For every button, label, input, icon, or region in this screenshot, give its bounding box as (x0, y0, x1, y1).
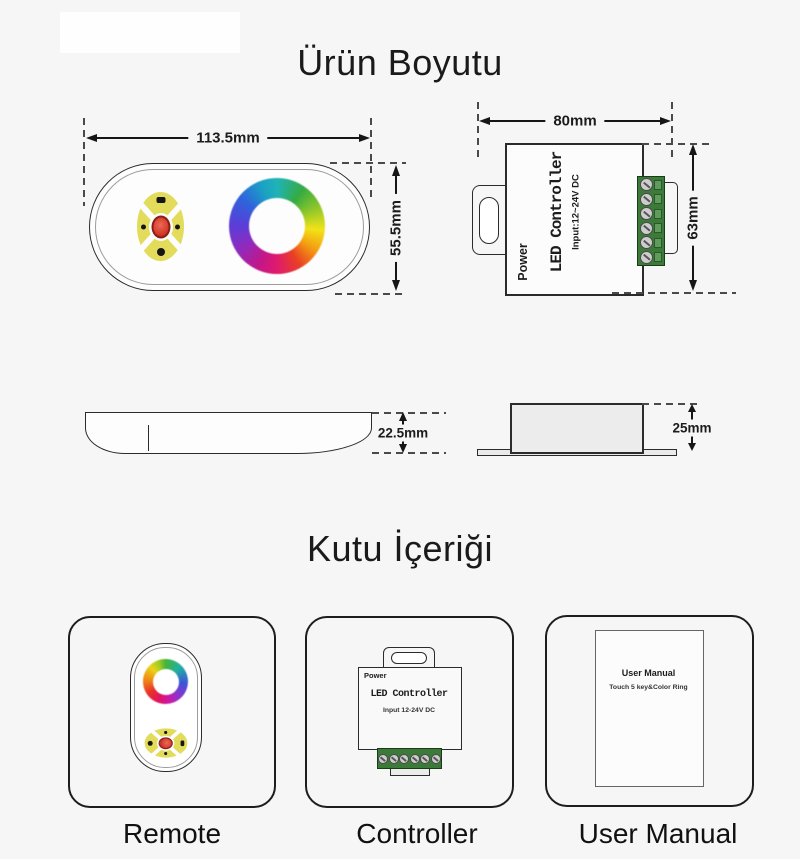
dim-guide-line (83, 118, 85, 206)
remote-width-label: 113.5mm (188, 129, 267, 148)
color-ring (143, 659, 188, 704)
controller-label: Controller (356, 818, 478, 849)
arrow-down-icon (399, 444, 407, 453)
screw-icon (431, 754, 441, 764)
screw-icon (640, 236, 653, 249)
screw-icon (410, 754, 420, 764)
dim-guide-line (335, 293, 407, 295)
dpad-left-icon (141, 224, 146, 229)
dim-guide-line (370, 118, 372, 202)
controller-power-label: Power (516, 243, 530, 281)
mounting-hole (479, 197, 499, 244)
controller-mini-input-label: Input 12-24V DC (382, 707, 436, 714)
controller-height-label: 63mm (684, 190, 703, 245)
arrow-left-icon (86, 134, 97, 142)
manual-paper (595, 630, 704, 787)
dim-guide-line (330, 162, 406, 164)
screw-icon (399, 754, 409, 764)
dpad-center-button (159, 737, 173, 749)
arrow-left-icon (479, 117, 490, 125)
screw-icon (640, 222, 653, 235)
dim-guide-line (477, 102, 479, 160)
mounting-hole (391, 652, 427, 664)
arrow-right-icon (660, 117, 671, 125)
controller-mini-power-label: Power (364, 671, 387, 680)
remote-side-hull (85, 424, 372, 454)
dpad-center-button (151, 215, 170, 238)
arrow-down-icon (688, 443, 696, 451)
remote-thickness-label: 22.5mm (374, 424, 432, 441)
remote-height-dimension (389, 165, 403, 291)
color-ring (229, 178, 325, 274)
remote-width-dimension (86, 131, 370, 145)
arrow-up-icon (689, 144, 697, 155)
controller-side-body (510, 403, 644, 454)
remote-thickness-dimension (377, 412, 429, 453)
controller-thickness-label: 25mm (668, 419, 715, 436)
arrow-down-icon (689, 280, 697, 291)
dpad (145, 728, 188, 757)
controller-width-label: 80mm (545, 112, 604, 131)
screw-icon (378, 754, 388, 764)
controller-name-label: LED Controller (548, 151, 566, 273)
controller-width-dimension (479, 114, 671, 128)
controller-height-dimension (686, 144, 700, 291)
arrow-up-icon (688, 404, 696, 412)
remote-label: Remote (122, 818, 222, 849)
dpad-right-icon (175, 224, 180, 229)
dim-guide-line (671, 102, 673, 160)
screw-icon (640, 193, 653, 206)
controller-input-label: Input:12~24V DC (570, 174, 582, 250)
remote-side-seam (148, 425, 149, 451)
screw-icon (389, 754, 399, 764)
manual-paper-title: User Manual (621, 668, 676, 678)
controller-mini-name-label: LED Controller (370, 689, 448, 700)
section-title-product-size: Ürün Boyutu (297, 42, 503, 83)
manual-paper-subtitle: Touch 5 key&Color Ring (609, 684, 688, 691)
dim-guide-line (612, 292, 736, 294)
dpad (137, 192, 184, 261)
user-manual-label: User Manual (578, 818, 738, 849)
screw-icon (640, 251, 653, 264)
terminal-block (637, 176, 665, 266)
arrow-up-icon (392, 165, 400, 176)
remote-height-label: 55.5mm (387, 194, 406, 262)
screw-icon (640, 207, 653, 220)
controller-thickness-dimension (672, 404, 712, 451)
dpad-bottom-icon (157, 248, 165, 256)
dpad-top-icon (156, 197, 165, 203)
screw-icon (640, 178, 653, 191)
arrow-up-icon (399, 412, 407, 421)
screw-icon (420, 754, 430, 764)
terminal-block (377, 748, 442, 769)
arrow-down-icon (392, 280, 400, 291)
arrow-right-icon (359, 134, 370, 142)
dim-guide-line (642, 143, 712, 145)
section-title-box-contents: Kutu İçeriği (306, 528, 494, 569)
